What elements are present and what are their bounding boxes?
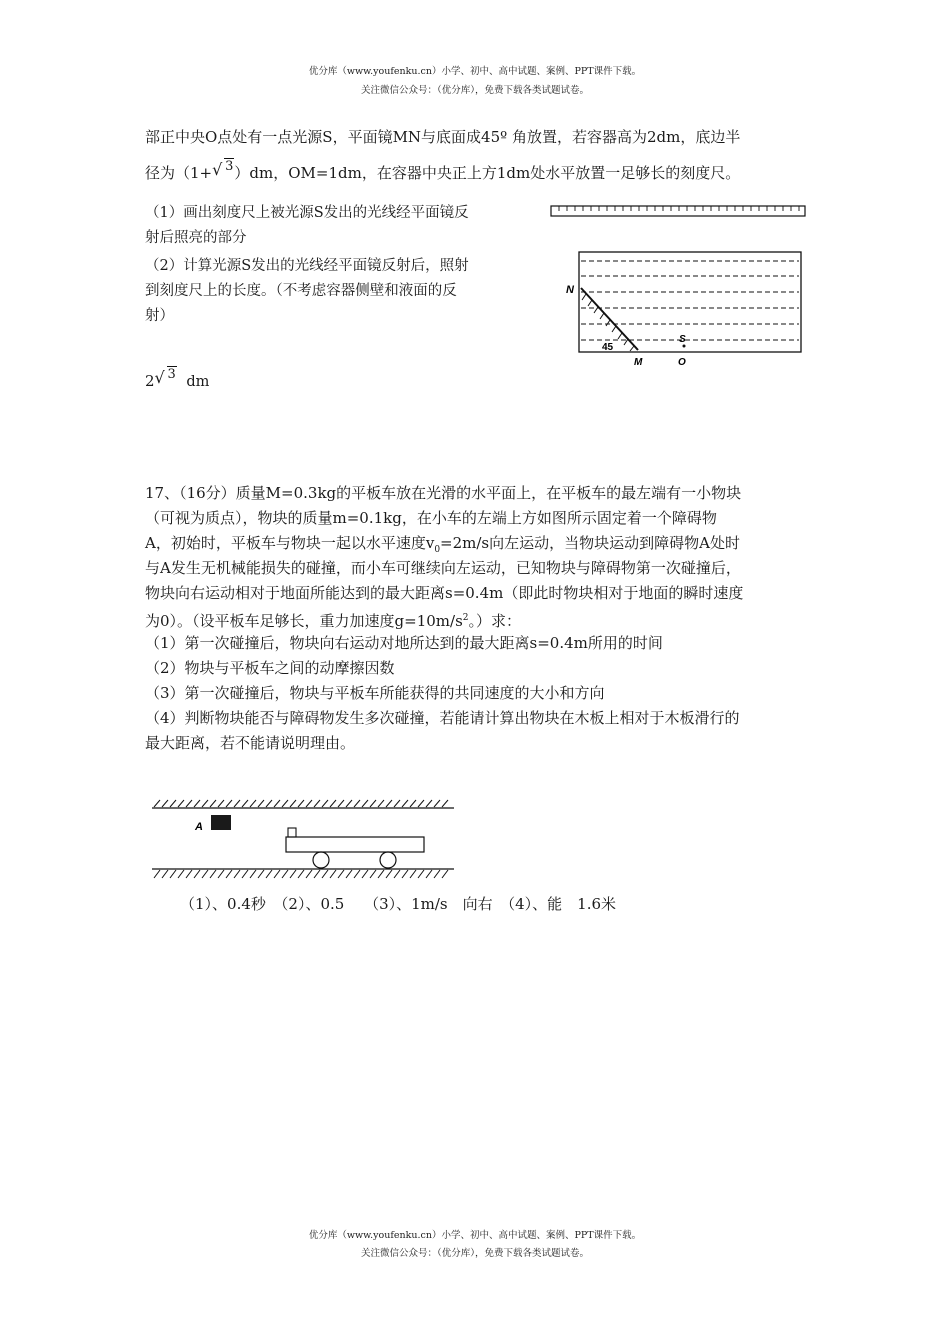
q17-sub-1: （1）第一次碰撞后，物块向右运动对地所达到的最大距离s=0.4m所用的时间: [145, 634, 663, 652]
q16-line-2: [145, 160, 740, 188]
q16-line-1: 部正中央O点处有一点光源S，平面镜MN与底面成45º 角放置，若容器高为2dm，底边半: [145, 128, 741, 146]
footer-line-1: 优分库（www.youfenku.cn）小学、初中、高中试题、案例、PPT课件下载。: [308, 1230, 642, 1241]
q16-sub2-b: 到刻度尺上的长度。（不考虑容器侧壁和液面的反: [145, 283, 457, 299]
label-o: O: [678, 357, 686, 368]
obstacle-a: [211, 815, 231, 830]
sqrt-symbol: √ 3: [154, 367, 176, 387]
q16-answer-coef: 2: [145, 372, 155, 390]
label-n: N: [566, 284, 574, 296]
q17-line-5: 物块向右运动相对于地面所能达到的最大距离s=0.4m（即此时物块相对于地面的瞬时速度: [145, 584, 744, 602]
label-angle: 45: [602, 342, 614, 353]
q16-figure: [548, 200, 810, 372]
q17-line-2: （可视为质点），物块的质量m=0.1kg，在小车的左端上方如图所示固定着一个障碍物: [145, 509, 717, 527]
header-line-1: 优分库（www.youfenku.cn）小学、初中、高中试题、案例、PPT课件下载。: [308, 66, 642, 77]
q16-line-2-radicand: 3: [225, 159, 234, 174]
label-a: A: [195, 821, 203, 833]
q17-line-3-sub: 0: [434, 545, 441, 555]
label-s: S: [679, 334, 686, 345]
small-block: [288, 828, 296, 837]
label-m: M: [634, 357, 643, 368]
cart-wheel-left: [313, 852, 329, 868]
q16-sub1-a: （1）画出刻度尺上被光源S发出的光线经平面镜反: [145, 205, 469, 221]
header-line-2: 关注微信公众号：（优分库），免费下载各类试题试卷。: [360, 85, 589, 96]
q17-answer: （1）、0.4秒 （2）、0.5 （3）、1m/s 向右 （4）、能 1.6米: [180, 895, 617, 913]
q17-sub-4-b: 最大距离，若不能请说明理由。: [145, 734, 356, 752]
q17-sub-2: （2）物块与平板车之间的动摩擦因数: [145, 659, 395, 677]
q17-line-1: 17、（16分）质量M=0.3kg的平板车放在光滑的水平面上，在平板车的最左端有一小物块: [145, 484, 742, 502]
q16-answer-radicand: 3: [167, 367, 176, 382]
footer-line-2: 关注微信公众号：（优分库），免费下载各类试题试卷。: [360, 1248, 589, 1259]
cart-wheel-right: [380, 852, 396, 868]
q16-sub2-c: 射）: [145, 308, 174, 324]
ruler: [551, 206, 805, 216]
q16-sub1-b: 射后照亮的部分: [145, 230, 247, 246]
q17-line-6: [145, 606, 810, 634]
q16-answer: [145, 368, 209, 396]
liquid-lines: [581, 261, 799, 340]
q16-line-2-post: ）dm，OM=1dm，在容器中央正上方1dm处水平放置一足够长的刻度尺。: [234, 164, 741, 182]
q17-sub-3: （3）第一次碰撞后，物块与平板车所能获得的共同速度的大小和方向: [145, 684, 605, 702]
q17-line-3-pre: A，初始时，平板车与物块一起以水平速度v: [145, 534, 435, 552]
container: [579, 252, 801, 352]
ceiling: [152, 800, 454, 808]
q16-answer-unit: dm: [186, 374, 210, 390]
q16-line-2-pre: 径为（1+: [145, 164, 213, 182]
q17-line-6-pre: 为0）。（设平板车足够长，重力加速度g=10m/s: [145, 612, 463, 630]
sqrt-symbol: √ 3: [212, 159, 234, 179]
light-source-dot: [683, 345, 686, 348]
ground: [152, 869, 454, 878]
q17-line-6-sup: 2: [462, 613, 469, 623]
q17-line-3-post: =2m/s向左运动，当物块运动到障碍物A处时: [440, 534, 740, 552]
q17-sub-4-a: （4）判断物块能否与障碍物发生多次碰撞，若能请计算出物块在木板上相对于木板滑行的: [145, 709, 740, 727]
q17-line-4: 与A发生无机械能损失的碰撞，而小车可继续向左运动，已知物块与障碍物第一次碰撞后，: [145, 559, 741, 577]
cart-body: [286, 837, 424, 852]
q16-sub2-a: （2）计算光源S发出的光线经平面镜反射后，照射: [145, 258, 469, 274]
q17-line-6-post: 。）求：: [468, 612, 522, 630]
q17-figure: [148, 798, 458, 884]
